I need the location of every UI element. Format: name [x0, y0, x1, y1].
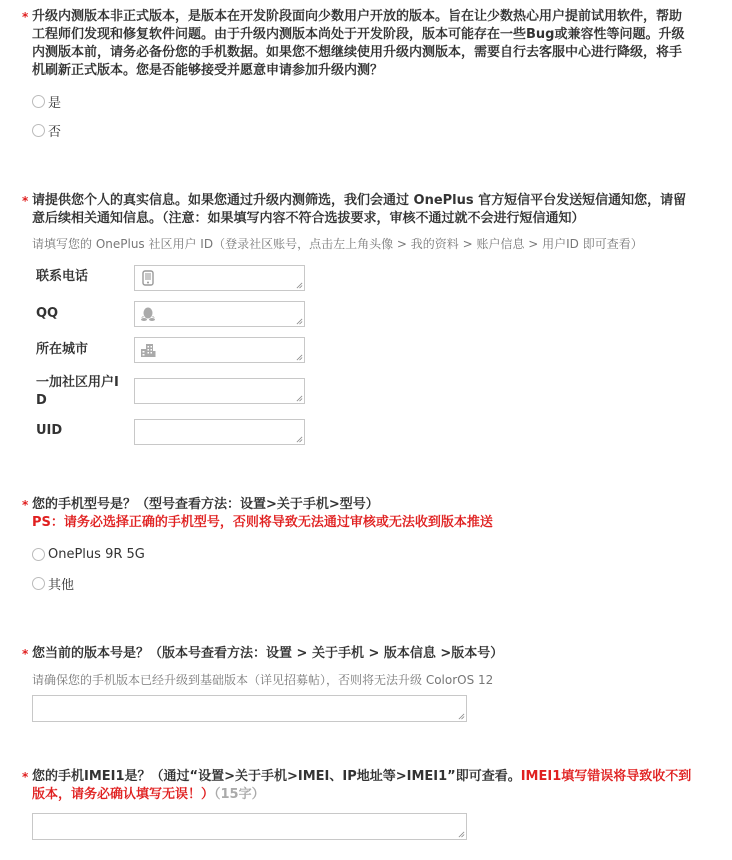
required-mark: * [22, 194, 29, 208]
question-text: 请提供您个人的真实信息。如果您通过升级内测筛选，我们会通过 OnePlus 官方短信平台发送短信通知您，请留意后续相关通知信息。（注意：如果填写内容不符合选拔要求，审核不通过就不会进行短信通知） [32, 193, 687, 226]
field-label-city: 所在城市 [36, 342, 89, 357]
resize-grip-icon[interactable] [296, 318, 303, 325]
resize-grip-icon[interactable] [296, 436, 303, 443]
question-hint: 请确保您的手机版本已经升级到基础版本（详见招募帖），否则将无法升级 ColorOS 12 [32, 673, 494, 687]
question-title [22, 768, 692, 804]
radio-button[interactable] [32, 548, 45, 561]
resize-grip-icon[interactable] [458, 831, 465, 838]
resize-grip-icon[interactable] [296, 282, 303, 289]
option-label: 否 [48, 124, 62, 140]
qq-penguin-icon [140, 306, 156, 322]
phone-input[interactable] [134, 265, 305, 291]
radio-button[interactable] [32, 95, 45, 108]
option-yes[interactable] [32, 92, 61, 110]
imei-input[interactable] [32, 813, 467, 840]
question-text: 您的手机型号是？（型号查看方法：设置>关于手机>型号） [32, 497, 379, 512]
uid-input[interactable] [134, 419, 305, 445]
field-label-qq: QQ [36, 306, 59, 321]
community-id-input[interactable] [134, 378, 305, 404]
required-mark: * [22, 498, 29, 512]
char-count: （15字） [214, 787, 265, 802]
resize-grip-icon[interactable] [296, 354, 303, 361]
field-label-uid: UID [36, 423, 63, 438]
field-label-community-id: 一加社区用户ID [36, 375, 119, 408]
option-label: OnePlus 9R 5G [48, 546, 145, 562]
question-text: 您当前的版本号是？（版本号查看方法：设置 > 关于手机 > 版本信息 >版本号） [32, 646, 504, 661]
city-input[interactable] [134, 337, 305, 363]
question-warning: PS：请务必选择正确的手机型号，否则将导致无法通过审核或无法收到版本推送 [32, 515, 493, 530]
radio-button[interactable] [32, 577, 45, 590]
option-label: 其他 [48, 577, 75, 593]
required-mark: * [22, 647, 29, 661]
version-input[interactable] [32, 695, 467, 722]
field-label-phone: 联系电话 [36, 269, 89, 284]
phone-icon [140, 270, 156, 286]
resize-grip-icon[interactable] [296, 395, 303, 402]
radio-button[interactable] [32, 124, 45, 137]
option-label: 是 [48, 95, 62, 111]
question-warning: IMEI1填写错误将导致收不到版本，请务必确认填写无误！） [32, 769, 692, 802]
question-title [22, 645, 692, 663]
option-other[interactable] [32, 574, 74, 592]
question-text: 升级内测版本非正式版本，是版本在开发阶段面向少数用户开放的版本。旨在让少数热心用户提前试用软件，帮助工程师们发现和修复软件问题。由于升级内测版本尚处于开发阶段，版本可能存在一些Bug或兼容性等问题。升级内测版本前，请务必备份您的手机数据。如果您不想继续使用升级内测版本，需要自行去客服中心进行降级，将手机刷新正式版本。您是否能够接受并愿意申请参加升级内测？ [32, 9, 685, 78]
option-oneplus-9r[interactable] [32, 545, 145, 563]
required-mark: * [22, 770, 29, 784]
question-hint: 请填写您的 OnePlus 社区用户 ID（登录社区账号，点击左上角头像 > 我的资料 > 账户信息 > 用户ID 即可查看） [32, 237, 643, 251]
qq-input[interactable] [134, 301, 305, 327]
resize-grip-icon[interactable] [458, 713, 465, 720]
building-icon [140, 342, 156, 358]
question-title [22, 192, 692, 228]
question-title [22, 8, 692, 80]
question-title [22, 496, 692, 514]
question-text: 您的手机IMEI1是？（通过“设置>关于手机>IMEI、IP地址等>IMEI1”即可查看。 [32, 769, 521, 784]
option-no[interactable] [32, 121, 61, 139]
required-mark: * [22, 10, 29, 24]
